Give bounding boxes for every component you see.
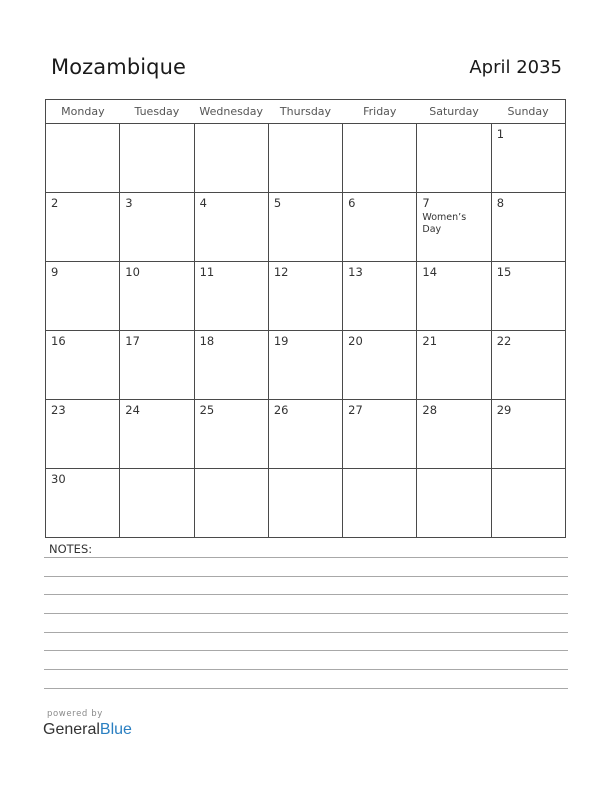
weekday-header: Friday [343, 100, 417, 124]
day-number: 17 [125, 334, 140, 348]
day-number: 30 [51, 472, 66, 486]
day-cell [268, 469, 342, 538]
day-number: 10 [125, 265, 140, 279]
day-cell [417, 469, 491, 538]
day-cell [417, 193, 491, 262]
day-number: 5 [273, 196, 282, 210]
day-cell [268, 124, 342, 193]
day-cell [120, 193, 194, 262]
week-row [46, 262, 566, 331]
day-cell [46, 469, 120, 538]
notes-line [44, 557, 568, 558]
brand-name-blue: Blue [99, 721, 132, 738]
brand-name-general: General [43, 721, 100, 738]
day-number: 28 [422, 403, 438, 417]
week-row [46, 193, 566, 262]
weekday-header-row [46, 100, 566, 124]
notes-line [44, 688, 568, 689]
powered-by-text: powered by [47, 709, 103, 719]
week-row [46, 400, 566, 469]
notes-line [44, 669, 568, 670]
day-cell [46, 124, 120, 193]
week-row [46, 469, 566, 538]
holiday-label: Women’s Day [422, 212, 467, 235]
day-cell [417, 124, 491, 193]
day-cell [343, 400, 417, 469]
day-cell [343, 469, 417, 538]
day-number: 1 [496, 127, 505, 141]
day-cell [491, 193, 565, 262]
day-cell [491, 124, 565, 193]
day-cell [194, 124, 268, 193]
notes-label: NOTES: [49, 542, 93, 556]
day-cell [46, 400, 120, 469]
weekday-header: Thursday [268, 100, 342, 124]
day-number: 24 [125, 403, 140, 417]
day-number: 8 [496, 196, 505, 210]
calendar-grid [45, 99, 566, 538]
day-number: 21 [422, 334, 438, 348]
day-cell [491, 331, 565, 400]
notes-line [44, 613, 568, 614]
day-cell [268, 193, 342, 262]
day-cell [194, 400, 268, 469]
day-number: 19 [273, 334, 289, 348]
day-cell [194, 193, 268, 262]
day-cell [120, 400, 194, 469]
day-number: 26 [273, 403, 289, 417]
day-cell [343, 262, 417, 331]
day-number: 13 [348, 265, 363, 279]
day-cell [417, 331, 491, 400]
country-title: Mozambique [51, 55, 187, 79]
day-number: 18 [199, 334, 215, 348]
day-number: 27 [348, 403, 363, 417]
day-cell [268, 331, 342, 400]
day-cell [120, 124, 194, 193]
weekday-header: Saturday [417, 100, 491, 124]
day-cell [46, 331, 120, 400]
weekday-header: Wednesday [194, 100, 268, 124]
day-number: 12 [273, 265, 289, 279]
day-number: 23 [51, 403, 66, 417]
notes-line [44, 632, 568, 633]
day-cell [120, 331, 194, 400]
day-cell [343, 193, 417, 262]
brand-logo[interactable] [43, 721, 132, 739]
day-number: 2 [51, 196, 59, 210]
week-row [46, 331, 566, 400]
day-cell [491, 469, 565, 538]
month-year-title: April 2035 [469, 57, 562, 78]
day-number: 9 [51, 265, 59, 279]
day-cell [120, 469, 194, 538]
day-cell [120, 262, 194, 331]
day-number: 3 [125, 196, 133, 210]
day-cell [417, 400, 491, 469]
day-cell [491, 400, 565, 469]
day-number: 11 [199, 265, 215, 279]
weekday-header: Sunday [491, 100, 565, 124]
day-cell [268, 262, 342, 331]
day-cell [194, 262, 268, 331]
day-cell [343, 124, 417, 193]
notes-line [44, 576, 568, 577]
day-cell [194, 469, 268, 538]
week-row [46, 124, 566, 193]
weekday-header: Tuesday [120, 100, 194, 124]
day-number: 15 [496, 265, 512, 279]
day-cell [268, 400, 342, 469]
day-cell [417, 262, 491, 331]
day-number: 25 [199, 403, 215, 417]
day-cell [343, 331, 417, 400]
day-number: 4 [199, 196, 207, 210]
notes-line [44, 650, 568, 651]
day-number: 14 [422, 265, 438, 279]
weekday-header: Monday [46, 100, 120, 124]
day-number: 6 [348, 196, 356, 210]
day-cell [194, 331, 268, 400]
day-number: 29 [496, 403, 512, 417]
day-cell [46, 262, 120, 331]
notes-line [44, 594, 568, 595]
day-number: 16 [51, 334, 66, 348]
day-cell [491, 262, 565, 331]
day-cell [46, 193, 120, 262]
day-number: 22 [496, 334, 512, 348]
day-number: 7 [422, 196, 430, 210]
day-number: 20 [348, 334, 363, 348]
